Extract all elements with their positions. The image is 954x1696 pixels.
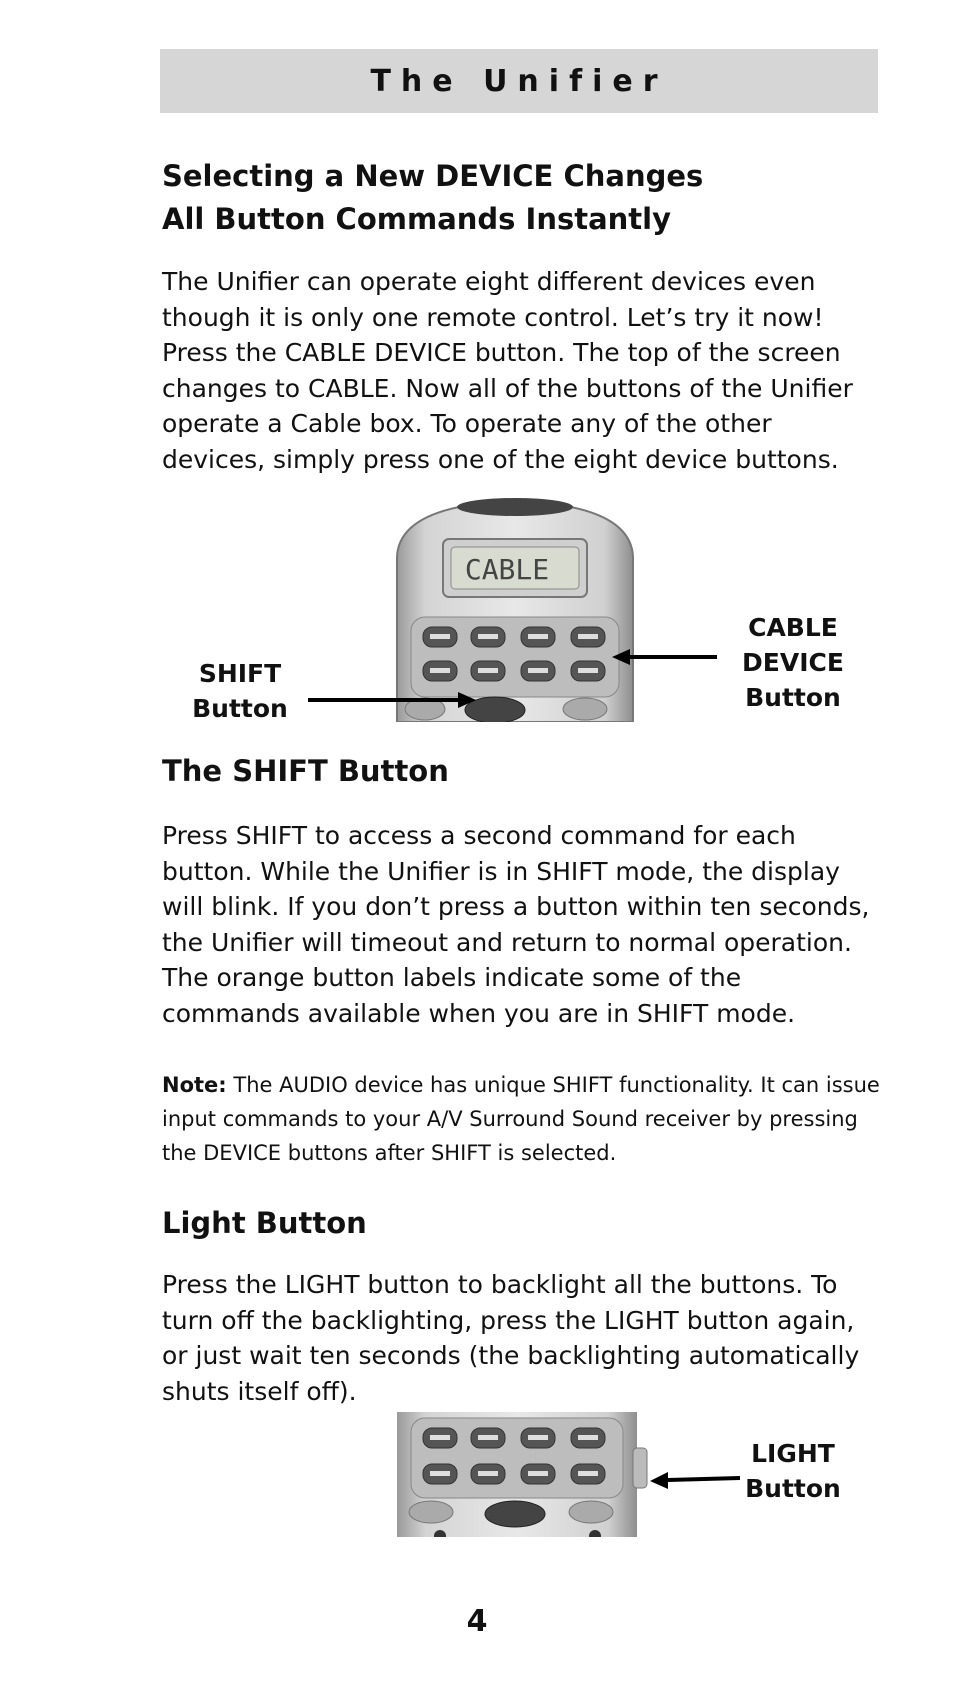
callout-line: LIGHT <box>751 1439 835 1468</box>
light-button-callout <box>744 1436 842 1506</box>
cable-device-arrow <box>612 647 717 667</box>
callout-line: Button <box>745 1474 841 1503</box>
callout-line: SHIFT <box>198 659 282 688</box>
page-number: 4 <box>466 1604 488 1639</box>
remote-display-text: CABLE <box>464 553 550 586</box>
callout-line: CABLE <box>748 613 838 642</box>
note-text: The AUDIO device has unique SHIFT functionality. It can issue input commands to your A/V Surround Sound receiver by pressing the DEVICE buttons after SHIFT is selected. <box>162 1073 880 1165</box>
note-label: Note: <box>162 1073 227 1097</box>
callout-line: DEVICE <box>742 648 844 677</box>
shift-button-callout <box>185 656 295 726</box>
device-paragraph: The Unifier can operate eight different devices even though it is only one remote control. Let’s try it now! Press the CABLE DEVICE button. The top of the screen changes to CABLE. Now all of the buttons of the Unifier operate a Cable box. To operate any of the other devices, simply press one of the eight device buttons. <box>162 267 853 474</box>
section-heading-line: Selecting a New DEVICE Changes <box>162 159 704 193</box>
section-heading-light: Light Button <box>162 1206 367 1240</box>
callout-line: Button <box>745 683 841 712</box>
callout-line: Button <box>192 694 288 723</box>
shift-arrow <box>308 690 478 710</box>
cable-device-button-callout <box>738 610 848 715</box>
remote-figure-light <box>395 1412 650 1537</box>
audio-note <box>162 1068 892 1170</box>
remote-figure-cable <box>385 497 645 722</box>
section-heading-line: All Button Commands Instantly <box>162 202 672 236</box>
header-bar <box>160 49 878 113</box>
light-paragraph: Press the LIGHT button to backlight all the buttons. To turn off the backlighting, press the LIGHT button again, or just wait ten seconds (the backlighting automatically shuts itself off). <box>162 1270 860 1406</box>
section-heading-shift: The SHIFT Button <box>162 754 449 788</box>
section-heading-device <box>162 155 703 241</box>
shift-paragraph: Press SHIFT to access a second command for each button. While the Unifier is in SHIFT mode, the display will blink. If you don’t press a button within ten seconds, the Unifier will timeout and return to normal operation. The orange button labels indicate some of the commands available when you are in SHIFT mode. <box>162 821 870 1028</box>
header-title: The Unifier <box>370 63 668 99</box>
light-arrow <box>650 1470 740 1490</box>
